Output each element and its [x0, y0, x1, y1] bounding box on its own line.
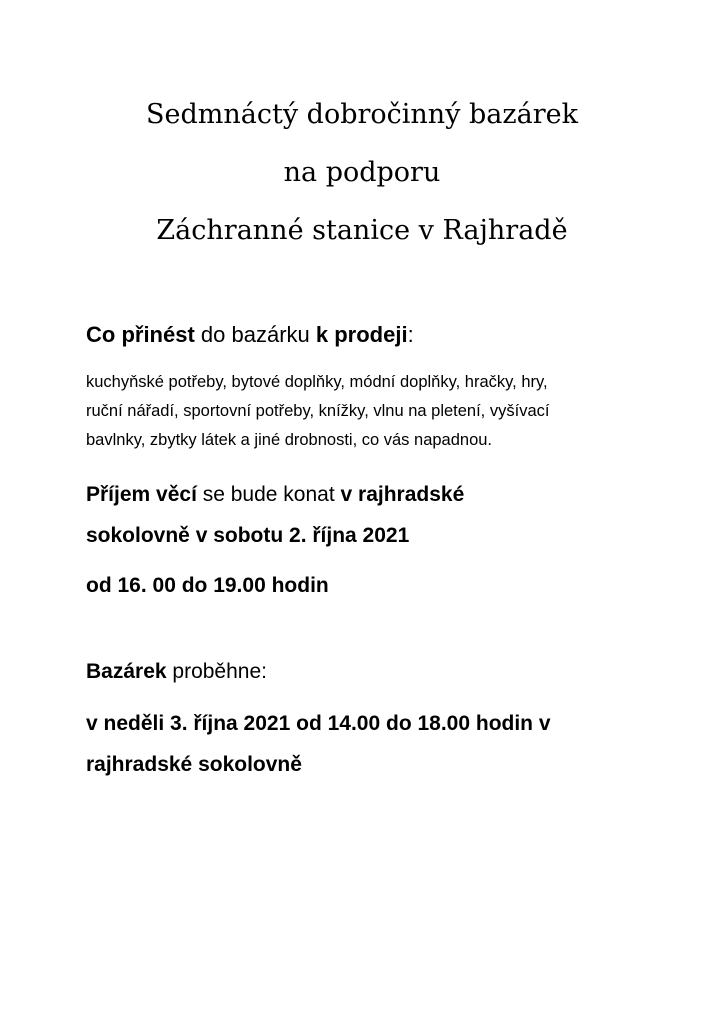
bring-heading-bold-2: k prodeji	[315, 322, 408, 347]
intake-section	[86, 474, 706, 556]
title-line-3: Záchranné stanice v Rajhradě	[156, 215, 568, 246]
intake-hours: od 16. 00 do 19.00 hodin	[86, 574, 329, 597]
title-line-2: na podporu	[283, 157, 441, 188]
bazaar-line-2: rajhradské sokolovně	[86, 753, 302, 776]
bring-heading-middle: do bazárku	[194, 322, 316, 347]
bring-heading-end: :	[407, 322, 414, 347]
bazaar-heading-bold: Bazárek	[86, 660, 167, 683]
bring-items	[86, 368, 706, 455]
intake-bold-2: v rajhradské	[340, 483, 465, 506]
intake-line-1	[86, 474, 706, 515]
bazaar-heading-rest: proběhne:	[166, 660, 267, 683]
intake-line-2: sokolovně v sobotu 2. října 2021	[86, 524, 410, 547]
bazaar-line-1: v neděli 3. října 2021 od 14.00 do 18.00 hodin v	[86, 712, 551, 735]
bring-items-line-3: bavlnky, zbytky látek a jiné drobnosti, co vás napadnou.	[86, 431, 493, 449]
bring-items-line-2: ruční nářadí, sportovní potřeby, knížky, vlnu na pletení, vyšívací	[86, 402, 550, 420]
bring-items-line-1: kuchyňské potřeby, bytové doplňky, módní doplňky, hračky, hry,	[86, 373, 548, 391]
intake-bold-1: Příjem věcí	[86, 483, 197, 506]
bring-heading	[86, 322, 706, 348]
document-title	[0, 86, 724, 260]
intake-middle: se bude konat	[196, 483, 341, 506]
bazaar-heading	[86, 651, 706, 692]
bazaar-details	[86, 703, 706, 785]
bring-heading-bold-1: Co přinést	[86, 322, 195, 347]
title-line-1: Sedmnáctý dobročinný bazárek	[146, 99, 578, 130]
